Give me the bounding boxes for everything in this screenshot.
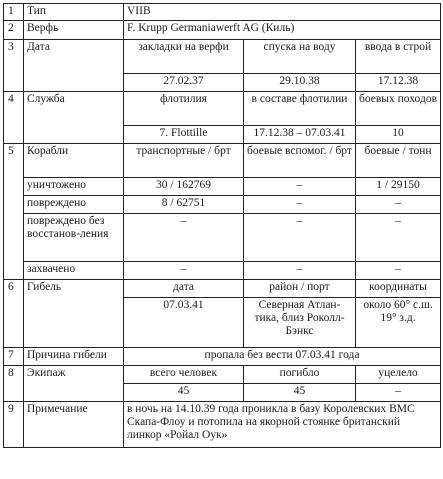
transport-header: транспортные / брт <box>124 144 244 178</box>
row-crew-header <box>4 366 441 384</box>
captured-transport: – <box>124 262 244 280</box>
date-commissioned-header: ввода в строй <box>356 40 441 74</box>
total-loss-auxiliary: – <box>244 214 356 262</box>
row-number: 5 <box>4 144 24 280</box>
sub-label: захвачено <box>24 262 124 280</box>
row-ships-sunk <box>4 178 441 196</box>
crew-survived: – <box>356 384 441 402</box>
row-loss-cause <box>4 348 441 366</box>
crew-killed-header: погибло <box>244 366 356 384</box>
row-type <box>4 4 441 21</box>
row-label: Тип <box>24 4 124 21</box>
flotilla-value: 7. Flottille <box>124 126 244 144</box>
row-loss-header <box>4 280 441 298</box>
flotilla-header: флотилия <box>124 92 244 126</box>
sunk-auxiliary: – <box>244 178 356 196</box>
row-number: 3 <box>4 40 24 92</box>
row-label: Экипаж <box>24 366 124 402</box>
row-number: 6 <box>4 280 24 348</box>
captured-auxiliary: – <box>244 262 356 280</box>
loss-cause-value: пропала без вести 07.03.41 года <box>124 348 441 366</box>
row-note <box>4 402 441 448</box>
sub-label: повреждено <box>24 196 124 214</box>
crew-total: 45 <box>124 384 244 402</box>
sunk-transport: 30 / 162769 <box>124 178 244 196</box>
date-laid-down: 27.02.37 <box>124 74 244 92</box>
date-launched: 29.10.38 <box>244 74 356 92</box>
row-number: 7 <box>4 348 24 366</box>
row-label: Примечание <box>24 402 124 448</box>
auxiliary-header: боевые вспомог. / брт <box>244 144 356 178</box>
row-label: Причина гибели <box>24 348 124 366</box>
crew-total-header: всего человек <box>124 366 244 384</box>
in-flotilla-value: 17.12.38 – 07.03.41 <box>244 126 356 144</box>
type-value: VIIB <box>124 4 441 21</box>
row-number: 1 <box>4 4 24 21</box>
coordinates: около 60° с.ш. 19° з.д. <box>356 298 441 348</box>
date-laid-down-header: закладки на верфи <box>124 40 244 74</box>
warships-header: боевые / тонн <box>356 144 441 178</box>
row-number: 4 <box>4 92 24 144</box>
damaged-warships: – <box>356 196 441 214</box>
row-number: 8 <box>4 366 24 402</box>
row-label: Дата <box>24 40 124 92</box>
row-ships-captured <box>4 262 441 280</box>
row-label: Верфь <box>24 21 124 40</box>
captured-warships: – <box>356 262 441 280</box>
sub-label: повреждено без восстанов-ления <box>24 214 124 262</box>
loss-date: 07.03.41 <box>124 298 244 348</box>
row-ships-total-loss <box>4 214 441 262</box>
sunk-warships: 1 / 29150 <box>356 178 441 196</box>
row-label: Корабли <box>24 144 124 178</box>
crew-killed: 45 <box>244 384 356 402</box>
row-ships-header <box>4 144 441 178</box>
patrols-header: боевых походов <box>356 92 441 126</box>
note-value: в ночь на 14.10.39 года проникла в базу Королевских ВМС Скапа-Флоу и потопила на якорной стоянке британский линкор «Ройал Оук» <box>124 402 441 448</box>
loss-date-header: дата <box>124 280 244 298</box>
row-ships-damaged <box>4 196 441 214</box>
coordinates-header: координаты <box>356 280 441 298</box>
loss-area-header: район / порт <box>244 280 356 298</box>
date-commissioned: 17.12.38 <box>356 74 441 92</box>
row-service-header <box>4 92 441 126</box>
sub-label: уничтожено <box>24 178 124 196</box>
damaged-transport: 8 / 62751 <box>124 196 244 214</box>
loss-area: Северная Атлан-тика, близ Роколл-Бэнкс <box>244 298 356 348</box>
total-loss-transport: – <box>124 214 244 262</box>
row-dates-header <box>4 40 441 74</box>
total-loss-warships: – <box>356 214 441 262</box>
patrols-value: 10 <box>356 126 441 144</box>
u-boat-data-sheet <box>3 3 440 476</box>
row-number: 9 <box>4 402 24 448</box>
row-label: Гибель <box>24 280 124 348</box>
row-shipyard <box>4 21 441 40</box>
damaged-auxiliary: – <box>244 196 356 214</box>
crew-survived-header: уцелело <box>356 366 441 384</box>
in-flotilla-header: в составе флотилии <box>244 92 356 126</box>
row-label: Служба <box>24 92 124 144</box>
date-launched-header: спуска на воду <box>244 40 356 74</box>
row-number: 2 <box>4 21 24 40</box>
specs-table <box>3 3 441 448</box>
shipyard-value: F. Krupp Germaniawerft AG (Киль) <box>124 21 441 40</box>
